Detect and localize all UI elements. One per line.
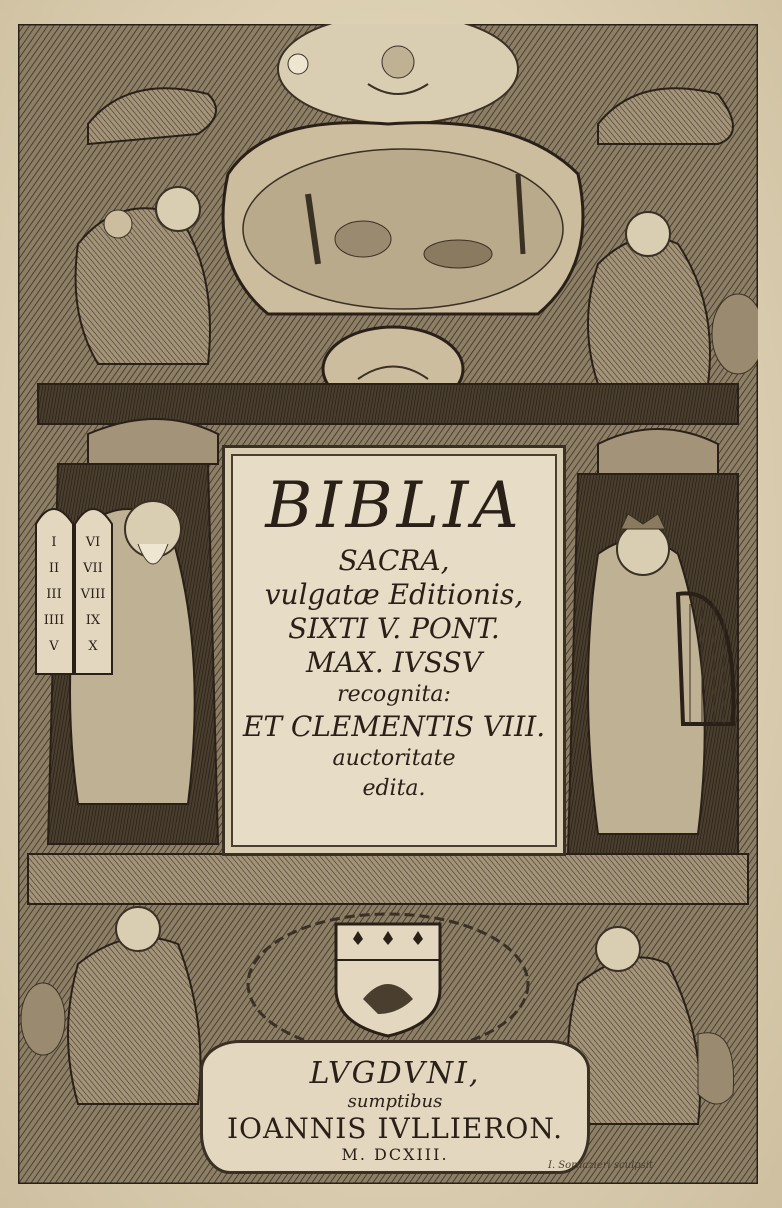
title-cartouche — [222, 445, 566, 856]
tablet-left-3: III — [46, 587, 62, 602]
tablet-left-2: II — [48, 561, 60, 576]
tablet-left-4: IIII — [43, 613, 65, 628]
tablet-right-1: VI — [85, 535, 101, 550]
imprint-city: LVGDVNI, — [309, 1056, 481, 1091]
tablet-left-1: I — [51, 535, 57, 550]
title-biblia: BIBLIA — [265, 469, 523, 543]
tablet-right-4: IX — [85, 613, 101, 628]
imprint-printer: IOANNIS IVLLIERON. — [227, 1112, 563, 1145]
tablet-right-2: VII — [83, 561, 103, 576]
tablet-left-5: V — [49, 639, 59, 654]
title-clementis: ET CLEMENTIS VIII. — [242, 710, 546, 743]
title-recognita: recognita: — [337, 682, 451, 707]
imprint-sumptibus: sumptibus — [347, 1091, 443, 1112]
title-vulgatae: vulgatæ Editionis, — [264, 578, 524, 611]
title-edita: edita. — [362, 776, 426, 801]
imprint-year: M. DCXIII. — [341, 1145, 449, 1164]
title-max-iussu: MAX. IVSSV — [306, 646, 482, 679]
tablet-right-3: VIII — [80, 587, 106, 602]
title-sixti: SIXTI V. PONT. — [288, 612, 500, 645]
engraver-signature: I. Sornazieri sculpsit — [548, 1160, 654, 1171]
title-auctoritate: auctoritate — [332, 746, 456, 771]
title-sacra: SACRA, — [338, 544, 450, 577]
tablet-right-5: X — [88, 639, 98, 654]
imprint-cartouche — [200, 1040, 590, 1174]
